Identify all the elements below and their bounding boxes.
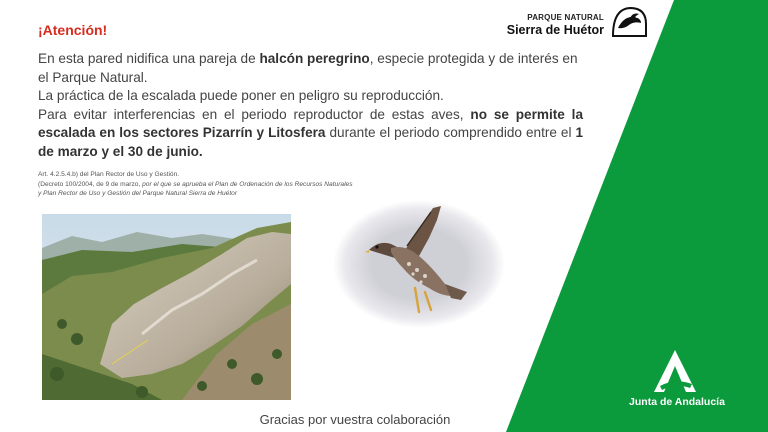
park-logo — [488, 6, 648, 42]
notice-text: , especie protegida y de interés en el Parque Natural. — [38, 51, 578, 85]
park-name — [507, 14, 604, 37]
footnote-italic: por el que se aprueba el Plan de Ordenación de los Recursos Naturales — [142, 180, 353, 188]
climbing-ban: no se permite la escalada en los sectores Pizarrín y Litosfera — [38, 106, 584, 140]
notice-text: Para evitar interferencias en el periodo reproductor de estas aves, — [38, 106, 471, 122]
footnote-line-2 — [38, 180, 418, 190]
footnote-line-1: Art. 4.2.5.4.b) del Plan Rector de Uso y Gestión. — [38, 171, 180, 178]
warning-title: ¡Atención! — [38, 22, 108, 38]
species-name: halcón peregrino — [259, 51, 370, 66]
ban-period: 1 de marzo y el 30 de junio. — [38, 125, 584, 159]
park-label-small: PARQUE NATURAL — [527, 13, 604, 22]
cliff-photo — [42, 214, 291, 400]
notice-paragraph-2: La práctica de la escalada puede poner en peligro su reproducción. — [38, 88, 444, 103]
footnote-text: (Decreto 100/2004, de 9 de marzo, — [38, 180, 143, 188]
footnote-line-3 — [38, 189, 418, 199]
notice-paragraph-3 — [38, 106, 583, 162]
notice-paragraph-1 — [38, 50, 583, 87]
legal-footnote — [38, 170, 418, 199]
park-label-big: Sierra de Huétor — [506, 23, 604, 37]
junta-label: Junta de Andalucía — [629, 396, 725, 408]
bird-emblem-icon — [610, 6, 648, 38]
notice-text: En esta pared nidifica una pareja de — [38, 51, 260, 66]
thanks-message: Gracias por vuestra colaboración — [259, 412, 451, 427]
junta-a-logo-icon — [652, 348, 698, 394]
notice-text: durante el periodo comprendido entre el — [325, 125, 576, 140]
falcon-photo — [333, 200, 505, 328]
notice-body — [38, 50, 583, 161]
footnote-italic: y Plan Rector de Uso y Gestión del Parque Natural Sierra de Huétor — [38, 190, 238, 197]
junta-logo — [622, 348, 732, 414]
